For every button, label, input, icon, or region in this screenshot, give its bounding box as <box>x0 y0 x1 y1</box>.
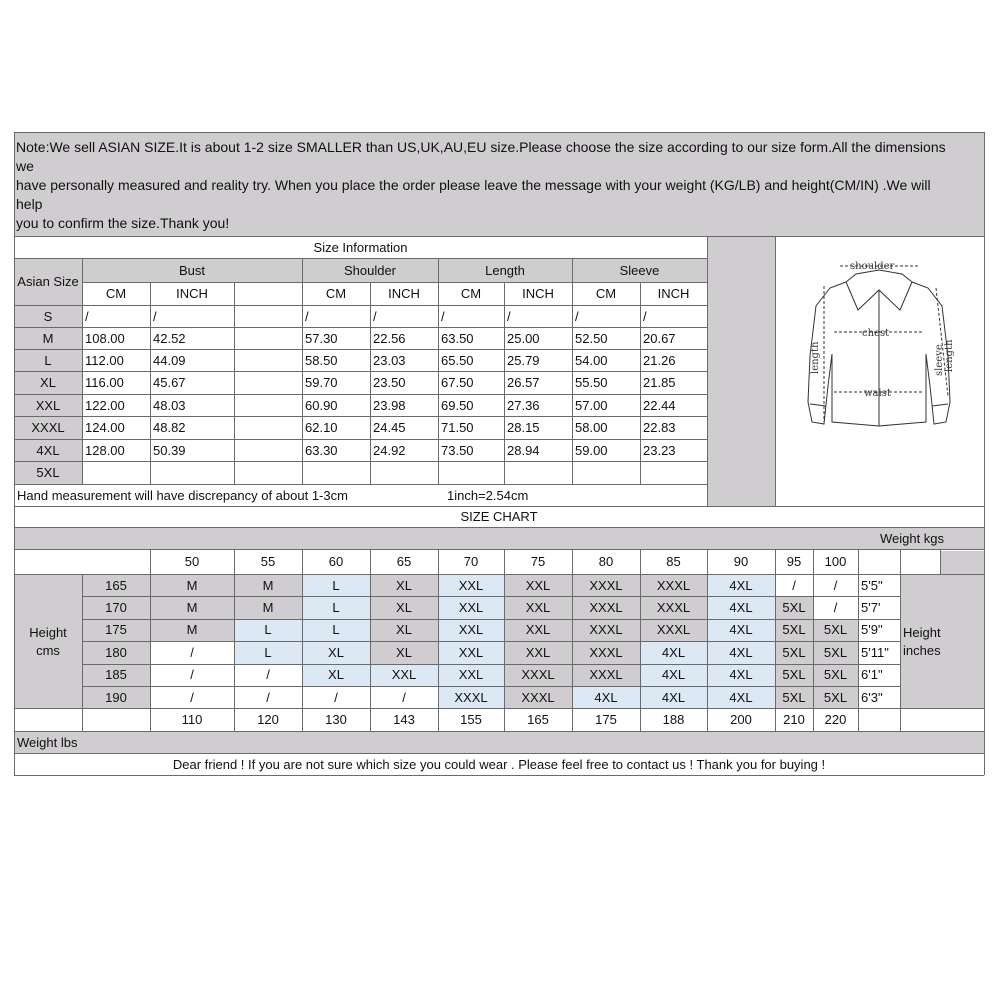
note-line: help <box>16 196 43 212</box>
height-inches-line: inches <box>903 642 941 658</box>
measurement-cell: 24.45 <box>373 420 406 435</box>
height-inch-value: 5'11" <box>861 644 889 660</box>
size-chart-title: SIZE CHART <box>460 509 538 524</box>
height-cms-label <box>14 574 82 708</box>
weight-kg-header: 95 <box>786 554 802 569</box>
measurement-cell <box>302 461 370 484</box>
size-recommendation: 5XL <box>823 622 848 638</box>
weight-kg-header: 100 <box>824 554 847 569</box>
measurement-cell: / <box>373 308 377 324</box>
measurement-cell: 28.15 <box>507 420 540 435</box>
measurement-cell: 54.00 <box>575 352 608 368</box>
measurement-cell: 62.10 <box>305 420 338 435</box>
measurement-cell: 24.92 <box>373 442 406 458</box>
measurement-cell <box>504 461 572 484</box>
size-label: 4XL <box>36 442 60 458</box>
size-recommendation: 4XL <box>729 577 753 593</box>
size-recommendation: / <box>190 689 194 705</box>
grid-line <box>940 549 941 574</box>
size-recommendation: XXL <box>458 667 484 683</box>
size-recommendation: XXXL <box>589 667 623 683</box>
measurement-cell: 67.50 <box>441 375 474 390</box>
measurement-cell: 50.39 <box>153 442 186 458</box>
size-recommendation: XXL <box>391 667 417 683</box>
size-recommendation: XXL <box>458 622 484 638</box>
measurement-cell: 59.00 <box>575 442 608 458</box>
height-inches-label <box>900 574 985 708</box>
size-recommendation: / <box>792 577 796 593</box>
size-recommendation: 5XL <box>782 667 806 683</box>
measurement-cell: 21.26 <box>643 352 676 368</box>
size-recommendation: 5XL <box>782 622 806 638</box>
size-recommendation: M <box>186 577 198 593</box>
size-recommendation: XXXL <box>589 644 623 660</box>
size-recommendation: 5XL <box>823 644 848 660</box>
unit-header: INCH <box>522 286 554 301</box>
size-recommendation: XXXL <box>454 689 488 705</box>
size-label: XXXL <box>31 420 65 435</box>
measurement-cell: 23.03 <box>373 352 406 368</box>
size-recommendation: XXL <box>525 577 551 593</box>
measurement-cell: 59.70 <box>305 375 338 390</box>
measurement-cell: 27.36 <box>507 397 540 413</box>
size-recommendation: 4XL <box>729 644 753 660</box>
cell-shading <box>707 237 775 506</box>
measure-group-header: Shoulder <box>343 262 397 278</box>
measurement-cell <box>150 461 234 484</box>
shoulder-label: shoulder <box>850 261 895 272</box>
measurement-cell: 57.00 <box>575 397 608 413</box>
size-note <box>14 132 984 236</box>
size-info-title: Size Information <box>313 240 408 255</box>
size-recommendation: XXXL <box>656 622 691 638</box>
measurement-cell: 58.00 <box>575 420 608 435</box>
measurement-cell: 55.50 <box>575 375 608 390</box>
weight-kg-header: 70 <box>463 554 479 569</box>
note-line: Note:We sell ASIAN SIZE.It is about 1-2 size SMALLER than US,UK,AU,EU size.Please choose the size according to our size form.All the dimensions <box>16 139 946 155</box>
measurement-cell: 20.67 <box>643 330 676 346</box>
size-label: L <box>44 352 52 368</box>
measurement-cell: 63.30 <box>305 442 338 458</box>
weight-lbs-label: Weight lbs <box>17 734 78 750</box>
weight-kg-header: 55 <box>260 554 276 569</box>
height-inch-value: 6'1" <box>861 667 883 683</box>
measurement-cell: 116.00 <box>85 375 124 390</box>
sleeve-label: sleeve <box>934 344 945 376</box>
height-inch-value: 6'3" <box>861 689 883 705</box>
measurement-cell: 23.50 <box>373 375 406 390</box>
measurement-cell: 23.23 <box>643 442 676 458</box>
size-recommendation: XXL <box>525 622 551 638</box>
height-cms-line: Height <box>29 624 67 640</box>
weight-kgs-label: Weight kgs <box>879 530 945 546</box>
unit-header: CM <box>460 286 482 301</box>
size-recommendation: / <box>833 577 838 593</box>
weight-kg-header: 85 <box>666 554 681 569</box>
measure-group-header: Length <box>485 262 525 278</box>
measurement-cell: / <box>153 308 157 324</box>
asian-size-header: Asian Size <box>17 274 79 289</box>
height-cm-value: 190 <box>105 689 127 705</box>
size-recommendation: XL <box>396 577 412 593</box>
size-label: M <box>42 330 54 346</box>
weight-kg-header: 50 <box>184 554 200 569</box>
measurement-cell: 108.00 <box>85 330 125 346</box>
size-recommendation: M <box>186 622 198 638</box>
measurement-cell: 58.50 <box>305 352 338 368</box>
height-inches-line: Height <box>903 624 941 640</box>
size-label: XL <box>40 375 56 390</box>
size-recommendation: 5XL <box>782 689 806 705</box>
measurement-cell: 22.56 <box>373 330 406 346</box>
size-label: 5XL <box>36 465 60 480</box>
size-recommendation: 4XL <box>729 622 753 638</box>
size-recommendation: / <box>833 600 838 616</box>
size-recommendation: 4XL <box>661 667 686 683</box>
weight-kg-header: 60 <box>328 554 344 569</box>
size-recommendation: XXL <box>458 644 484 660</box>
grid-line <box>234 282 235 484</box>
measurement-cell: 122.00 <box>85 397 125 413</box>
inch-conversion-note: 1inch=2.54cm <box>447 487 529 503</box>
size-recommendation: L <box>264 644 272 660</box>
measure-group-header: Bust <box>178 262 205 278</box>
size-recommendation: 4XL <box>594 689 618 705</box>
measurement-cell: 60.90 <box>305 397 338 413</box>
measurement-cell: 26.57 <box>507 375 540 390</box>
size-recommendation: 4XL <box>661 689 686 705</box>
unit-header: INCH <box>657 286 690 301</box>
measurement-cell <box>82 461 150 484</box>
size-recommendation: XXL <box>458 600 484 616</box>
measurement-cell <box>572 461 640 484</box>
measurement-cell: 48.82 <box>153 420 186 435</box>
weight-lbs-value: 200 <box>730 712 752 727</box>
height-cm-value: 175 <box>105 622 127 638</box>
measurement-cell: 44.09 <box>153 352 186 368</box>
size-recommendation: XL <box>328 644 344 660</box>
size-recommendation: / <box>266 689 270 705</box>
waist-label: waist <box>864 388 891 399</box>
size-recommendation: XXXL <box>521 689 555 705</box>
shirt-diagram <box>790 246 968 442</box>
size-recommendation: XXXL <box>589 600 623 616</box>
size-recommendation: M <box>262 600 274 616</box>
measurement-cell: 48.03 <box>153 397 186 413</box>
note-line: we <box>16 158 34 174</box>
unit-header: CM <box>325 286 347 301</box>
size-recommendation: XL <box>396 600 412 616</box>
size-recommendation: 4XL <box>729 667 753 683</box>
size-label: S <box>43 308 53 324</box>
size-recommendation: XL <box>396 622 412 638</box>
size-recommendation: 4XL <box>729 600 753 616</box>
size-label: XXL <box>35 397 61 413</box>
height-inch-value: 5'9" <box>861 622 883 638</box>
measurement-cell: 73.50 <box>441 442 474 458</box>
size-recommendation: L <box>332 577 340 593</box>
size-recommendation: XXL <box>525 600 551 616</box>
footer-message: Dear friend ! If you are not sure which size you could wear . Please feel free to contact us ! Thank you for buying ! <box>172 756 826 772</box>
size-recommendation: XXXL <box>521 667 555 683</box>
unit-header: CM <box>105 286 127 301</box>
size-recommendation: 5XL <box>782 644 806 660</box>
size-recommendation: XL <box>396 644 412 660</box>
height-inch-value: 5'5" <box>861 577 883 593</box>
size-recommendation: 4XL <box>661 644 686 660</box>
grid-line <box>14 132 984 133</box>
measurement-cell: 57.30 <box>305 330 338 346</box>
height-cm-value: 180 <box>105 644 127 660</box>
measurement-cell <box>640 461 707 484</box>
grid-line <box>14 775 984 776</box>
weight-lbs-value: 155 <box>460 712 482 727</box>
measurement-cell: 124.00 <box>85 420 125 435</box>
measurement-cell: / <box>85 308 89 324</box>
size-recommendation: / <box>334 689 338 705</box>
size-recommendation: / <box>402 689 406 705</box>
size-recommendation: XXXL <box>656 600 691 616</box>
measurement-cell: 52.50 <box>575 330 608 346</box>
hand-measurement-note: Hand measurement will have discrepancy of about 1-3cm <box>17 487 348 503</box>
length-label: length <box>810 341 821 374</box>
size-recommendation: 5XL <box>782 600 806 616</box>
weight-lbs-value: 130 <box>325 712 347 727</box>
size-recommendation: L <box>332 600 340 616</box>
shirt-cuff-right <box>932 404 948 406</box>
measurement-cell: 112.00 <box>85 352 124 368</box>
measurement-cell: 65.50 <box>441 352 474 368</box>
size-recommendation: 5XL <box>823 667 848 683</box>
height-cm-value: 185 <box>105 667 127 683</box>
size-recommendation: XXL <box>525 644 551 660</box>
weight-lbs-value: 220 <box>824 712 847 727</box>
size-recommendation: L <box>332 622 340 638</box>
size-recommendation: / <box>266 667 270 683</box>
measurement-cell: 45.67 <box>153 375 186 390</box>
measurement-cell: / <box>441 308 445 324</box>
weight-lbs-value: 210 <box>783 712 805 727</box>
size-recommendation: XXXL <box>589 622 623 638</box>
unit-header: INCH <box>176 286 208 301</box>
measurement-cell: 21.85 <box>643 375 676 390</box>
measure-group-header: Sleeve <box>619 262 660 278</box>
measurement-cell: / <box>643 308 647 324</box>
weight-lbs-value: 175 <box>595 712 617 727</box>
size-recommendation: XXXL <box>656 577 691 593</box>
measurement-cell: 22.83 <box>643 420 676 435</box>
weight-lbs-value: 165 <box>527 712 549 727</box>
measurement-cell: 23.98 <box>373 397 406 413</box>
chest-label: chest <box>862 328 890 339</box>
cell-shading <box>940 551 985 574</box>
size-recommendation: L <box>264 622 272 638</box>
unit-header: CM <box>595 286 617 301</box>
sleeve-length-label: length <box>944 339 955 372</box>
weight-kg-header: 80 <box>598 554 614 569</box>
unit-header: INCH <box>388 286 420 301</box>
weight-kg-header: 65 <box>396 554 412 569</box>
weight-lbs-value: 143 <box>393 712 415 727</box>
measurement-cell <box>370 461 438 484</box>
measurement-cell: 25.79 <box>507 352 540 368</box>
measurement-cell: / <box>507 308 511 324</box>
measurement-cell: 63.50 <box>441 330 474 346</box>
weight-lbs-value: 188 <box>662 712 685 727</box>
size-recommendation: XXXL <box>589 577 623 593</box>
shirt-cuff-left <box>810 404 826 406</box>
measurement-cell: / <box>575 308 579 324</box>
weight-kg-header: 90 <box>733 554 749 569</box>
size-recommendation: / <box>190 644 194 660</box>
size-recommendation: 4XL <box>729 689 753 705</box>
weight-kg-header: 75 <box>530 554 546 569</box>
weight-lbs-value: 110 <box>181 712 203 727</box>
grid-line <box>14 527 984 528</box>
weight-lbs-value: 120 <box>257 712 279 727</box>
measurement-cell: / <box>305 308 309 324</box>
size-recommendation: M <box>262 577 274 593</box>
size-recommendation: M <box>186 600 198 616</box>
note-line: have personally measured and reality try. When you place the order please leave the message with your weight (KG/LB) and height(CM/IN) .We will <box>16 177 931 193</box>
measurement-cell: 22.44 <box>643 397 676 413</box>
height-cms-line: cms <box>36 642 60 658</box>
grid-line <box>775 236 776 506</box>
measurement-cell: 28.94 <box>507 442 540 458</box>
size-recommendation: XL <box>328 667 344 683</box>
measurement-cell: 71.50 <box>441 420 474 435</box>
size-recommendation: / <box>190 667 194 683</box>
height-inch-value: 5'7' <box>861 600 881 616</box>
measurement-cell: 128.00 <box>85 442 125 458</box>
measurement-cell: 69.50 <box>441 397 474 413</box>
grid-line <box>707 236 708 506</box>
height-cm-value: 165 <box>105 577 127 593</box>
measurement-cell: 42.52 <box>153 330 186 346</box>
measurement-cell: 25.00 <box>507 330 540 346</box>
measurement-cell <box>438 461 504 484</box>
size-recommendation: XXL <box>458 577 484 593</box>
height-cm-value: 170 <box>105 600 127 616</box>
size-recommendation: 5XL <box>823 689 848 705</box>
note-line: you to confirm the size.Thank you! <box>16 215 230 231</box>
cell-shading <box>14 527 984 549</box>
